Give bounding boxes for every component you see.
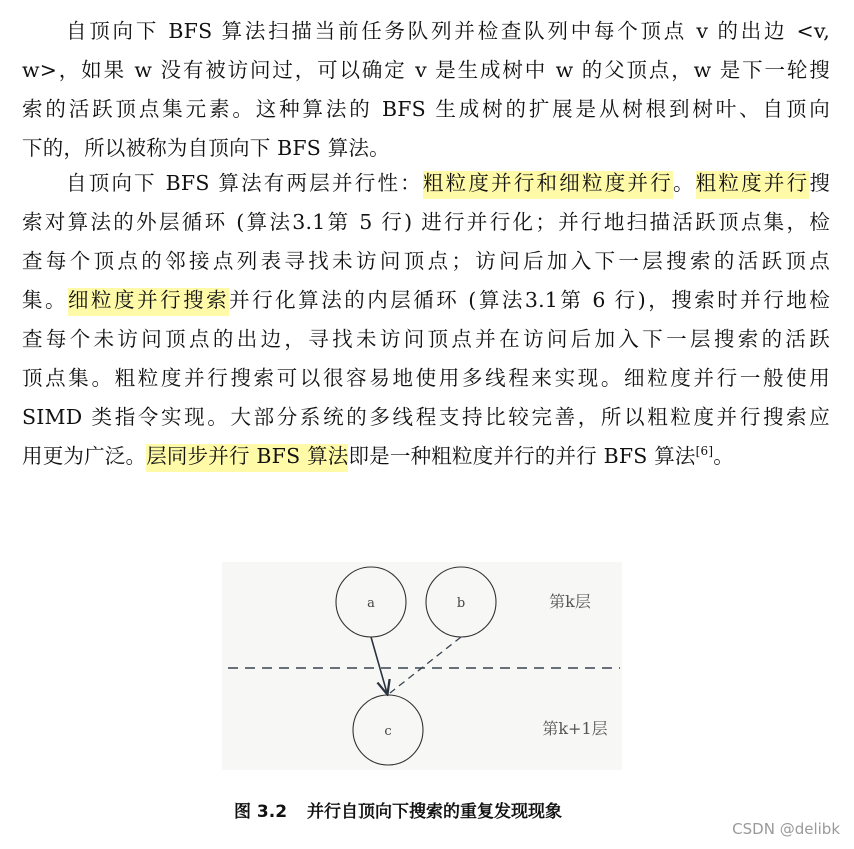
text-segment: 用更为广泛。 <box>22 444 147 468</box>
text-segment: 自顶向下 BFS 算法有两层并行性： <box>66 171 423 195</box>
node-c-label: c <box>384 724 392 739</box>
text-segment: 即是一种粗粒度并行的并行 BFS 算法 <box>348 444 696 468</box>
layer-k-plus-1-label: 第k+1层 <box>542 719 608 738</box>
node-b-label: b <box>456 596 466 611</box>
text-segment: 搜 <box>809 171 831 195</box>
bfs-rediscovery-diagram <box>222 562 622 770</box>
citation-ref: [6] <box>695 444 714 459</box>
watermark: CSDN @delibk <box>732 820 840 838</box>
node-a-label: a <box>367 596 375 611</box>
text-line <box>22 164 830 203</box>
text-segment: 。 <box>672 171 696 195</box>
text-line: w>，如果 w 没有被访问过，可以确定 v 是生成树中 w 的父顶点，w 是下一轮搜 <box>22 58 830 82</box>
text-line: 索对算法的外层循环 (算法3.1第 5 行) 进行并行化；并行地扫描活跃顶点集，检 <box>22 210 830 234</box>
edge-b-c <box>390 637 461 693</box>
text-line <box>22 281 830 320</box>
figure-title: 并行自顶向下搜索的重复发现现象 <box>307 802 563 822</box>
text-line <box>22 437 830 476</box>
figure-number: 图 3.2 <box>234 802 288 822</box>
text-line: 索的活跃顶点集元素。这种算法的 BFS 生成树的扩展是从树根到树叶、自顶向 <box>22 97 830 121</box>
text-line: 查每个未访问顶点的出边，寻找未访问顶点并在访问后加入下一层搜索的活跃 <box>22 327 830 351</box>
paragraph-2 <box>22 164 830 476</box>
highlight-fine-grained-search: 细粒度并行搜索 <box>68 288 229 316</box>
figure-diagram <box>222 562 622 770</box>
highlight-level-sync-bfs: 层同步并行 BFS 算法 <box>146 444 348 472</box>
text-line: SIMD 类指令实现。大部分系统的多线程支持比较完善，所以粗粒度并行搜索应 <box>22 405 830 429</box>
highlight-coarse-and-fine: 粗粒度并行和细粒度并行 <box>423 171 673 199</box>
text-line: 查每个顶点的邻接点列表寻找未访问顶点；访问后加入下一层搜索的活跃顶点 <box>22 249 830 273</box>
layer-k-label: 第k层 <box>549 592 591 611</box>
text-line: 自顶向下 BFS 算法扫描当前任务队列并检查队列中每个顶点 v 的出边 <v, <box>66 19 830 43</box>
paragraph-1 <box>22 12 830 168</box>
text-segment: 并行化算法的内层循环 (算法3.1第 6 行)，搜索时并行地检 <box>229 288 831 312</box>
text-line: 顶点集。粗粒度并行搜索可以很容易地使用多线程来实现。细粒度并行一般使用 <box>22 366 830 390</box>
figure-caption <box>234 797 562 822</box>
text-segment: 。 <box>713 444 734 468</box>
highlight-coarse: 粗粒度并行 <box>696 171 810 199</box>
text-segment: 集。 <box>22 288 69 312</box>
text-line: 下的，所以被称为自顶向下 BFS 算法。 <box>22 136 390 160</box>
edge-a-c <box>371 637 387 693</box>
